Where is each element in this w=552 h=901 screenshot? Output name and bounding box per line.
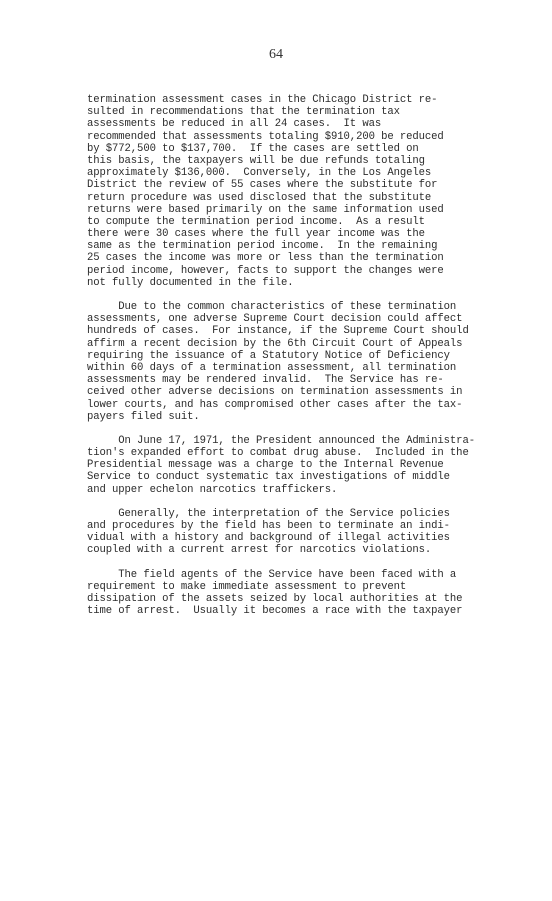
text-line: assessments may be rendered invalid. The Service has re- xyxy=(87,374,444,387)
text-line: ceived other adverse decisions on termination assessments in xyxy=(87,386,463,399)
text-line: tion's expanded effort to combat drug abuse. Included in the xyxy=(87,447,469,460)
text-line: and upper echelon narcotics traffickers. xyxy=(87,483,338,496)
text-line: requiring the issuance of a Statutory Notice of Deficiency xyxy=(87,349,450,362)
text-line: lower courts, and has compromised other cases after the tax- xyxy=(87,398,463,411)
text-line: assessments be reduced in all 24 cases. It was xyxy=(87,118,382,131)
text-line: to compute the termination period income. As a result xyxy=(87,215,425,228)
text-line: requirement to make immediate assessment to prevent xyxy=(87,580,407,593)
text-line: Generally, the interpretation of the Service policies xyxy=(87,507,450,520)
text-line: time of arrest. Usually it becomes a race with the taxpayer xyxy=(87,605,463,618)
text-line: On June 17, 1971, the President announced the Administra- xyxy=(87,434,475,447)
paragraph-termination-review xyxy=(87,94,507,289)
text-line: returns were based primarily on the same information used xyxy=(87,203,444,216)
text-line: 25 cases the income was more or less than the termination xyxy=(87,252,444,265)
text-line: payers filed suit. xyxy=(87,410,200,423)
text-line: dissipation of the assets seized by local authorities at the xyxy=(87,592,463,605)
text-line: Due to the common characteristics of these termination xyxy=(87,301,457,313)
paragraph-service-interpretation xyxy=(87,508,507,557)
text-line: return procedure was used disclosed that the substitute xyxy=(87,191,432,204)
text-line: period income, however, facts to support the changes were xyxy=(87,264,444,277)
page-number: 64 xyxy=(269,47,283,62)
text-line: District the review of 55 cases where the substitute for xyxy=(87,179,438,192)
text-line: hundreds of cases. For instance, if the Supreme Court should xyxy=(87,325,469,338)
text-line: sulted in recommendations that the termination tax xyxy=(87,106,400,119)
text-line: not fully documented in the file. xyxy=(87,276,294,289)
paragraph-drug-abuse-effort xyxy=(87,435,507,496)
text-line: recommended that assessments totaling $910,200 be reduced xyxy=(87,130,444,143)
body-text xyxy=(87,94,507,629)
text-line: assessments, one adverse Supreme Court decision could affect xyxy=(87,313,463,326)
text-line: termination assessment cases in the Chicago District re- xyxy=(87,94,438,106)
text-line: The field agents of the Service have been faced with a xyxy=(87,568,457,581)
text-line: by $772,500 to $137,700. If the cases are settled on xyxy=(87,142,419,155)
text-line: within 60 days of a termination assessment, all termination xyxy=(87,361,457,374)
text-line: approximately $136,000. Conversely, in the Los Angeles xyxy=(87,167,432,180)
paragraph-supreme-court-risk xyxy=(87,301,507,423)
text-line: and procedures by the field has been to terminate an indi- xyxy=(87,520,450,532)
text-line: same as the termination period income. In the remaining xyxy=(87,240,438,253)
text-line: vidual with a history and background of illegal activities xyxy=(87,532,450,545)
paragraph-field-agents xyxy=(87,569,507,618)
text-line: there were 30 cases where the full year income was the xyxy=(87,228,425,241)
text-line: this basis, the taxpayers will be due refunds totaling xyxy=(87,154,425,167)
text-line: coupled with a current arrest for narcotics violations. xyxy=(87,544,432,557)
text-line: Service to conduct systematic tax investigations of middle xyxy=(87,471,450,484)
text-line: Presidential message was a charge to the Internal Revenue xyxy=(87,459,444,472)
text-line: affirm a recent decision by the 6th Circuit Court of Appeals xyxy=(87,337,463,350)
